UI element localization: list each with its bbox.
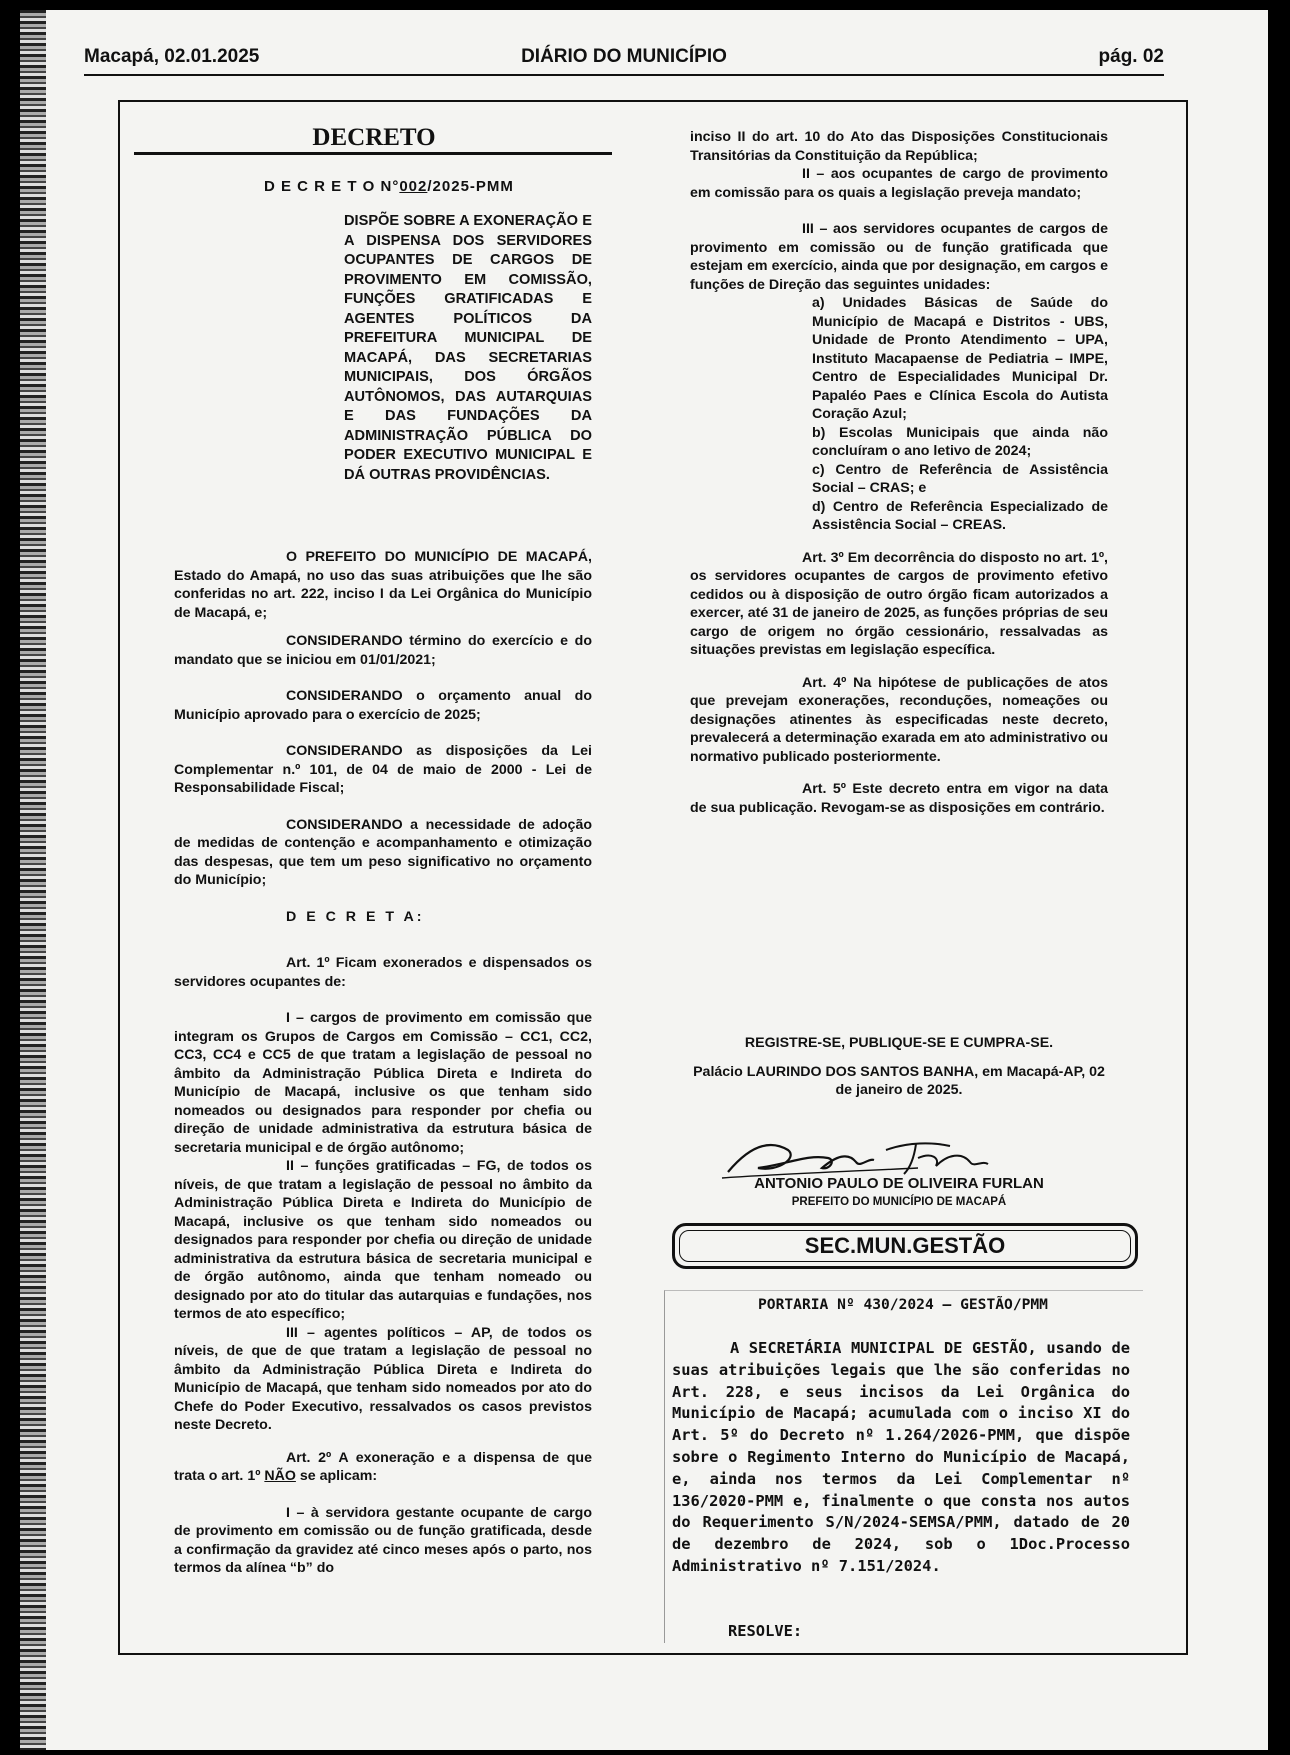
closing-block [690, 1034, 1108, 1110]
decreto-section-title: DECRETO [312, 124, 436, 151]
alinea-a: a) Unidades Básicas de Saúde do Município de Macapá e Distritos - UBS, Unidade de Pronto Atendimento – UPA, Instituto Macapaense de Pediatria – IMPE, Centro de Especialidades Municipal Dr. Papaléo Paes e Clínica Escola do Autista Coração Azul; [812, 295, 1108, 422]
alinea-b: b) Escolas Municipais que ainda não concluíram o ano letivo de 2024; [812, 424, 1108, 459]
portaria-preambulo: A SECRETÁRIA MUNICIPAL DE GESTÃO, usando de suas atribuições legais que lhe são conferidas no Art. 228, e seus incisos da Lei Orgânica do Município de Macapá; acumulada com o inciso XI do Art. 5º do Decreto nº 1.264/2026-PMM, que dispõe sobre o Regimento Interno do Município de Macapá, e, ainda nos termos da Lei Complementar nº 136/2020-PMM e, finalmente o que consta nos autos do Requerimento S/N/2024-SEMSA/PMM, datado de 20 de dezembro de 2024, sob o 1Doc.Processo Administrativo nº 7.151/2024. [672, 1339, 1130, 1575]
palacio-line: Palácio LAURINDO DOS SANTOS BANHA, em Macapá-AP, 02 de janeiro de 2025. [693, 1064, 1105, 1098]
decreto-number [264, 178, 514, 195]
decreto-title-rule [134, 152, 612, 155]
considerando-4: CONSIDERANDO a necessidade de adoção de medidas de contenção e acompanhamento e otimização das despesas, que tem um peso significativo no orçamento do Município; [174, 816, 592, 888]
signer-role: PREFEITO DO MUNICÍPIO DE MACAPÁ [791, 1196, 1007, 1208]
art-2 [174, 1449, 592, 1486]
alinea-c: c) Centro de Referência de Assistência Social – CRAS; e [812, 461, 1108, 496]
decreto-number-value: 002 [399, 178, 428, 195]
registre-line: REGISTRE-SE, PUBLIQUE-SE E CUMPRA-SE. [744, 1035, 1054, 1051]
art-3: Art. 3º Em decorrência do disposto no art. 1º, os servidores ocupantes de cargos de provimento efetivo cedidos ou à disposição de outro órgão ficam autorizados a exercer, até 31 de janeiro de 2025, as funções próprias de seu cargo de origem no órgão cessionário, ressalvadas as situações previstas em legislação específica. [690, 549, 1108, 658]
considerando-3: CONSIDERANDO as disposições da Lei Complementar n.º 101, de 04 de maio de 2000 - Lei de Responsabilidade Fiscal; [174, 743, 592, 796]
art-2-text-b: se aplicam: [299, 1468, 378, 1484]
art-2-inciso-ii: II – aos ocupantes de cargo de provimento em comissão para os quais a legislação preveja mandato; [690, 166, 1108, 201]
art-4: Art. 4º Na hipótese de publicações de atos que prevejam exonerações, reconduções, nomeações ou designações atinentes às especificadas neste decreto, prevalecerá a determinação exarada em ato administrativo ou normativo publicado posteriormente. [690, 674, 1108, 765]
considerando-2: CONSIDERANDO o orçamento anual do Município aprovado para o exercício de 2025; [174, 688, 592, 723]
preambulo: O PREFEITO DO MUNICÍPIO DE MACAPÁ, Estado do Amapá, no uso das suas atribuições que lhe são conferidas no art. 222, inciso I da Lei Orgânica do Município de Macapá, e; [174, 549, 592, 621]
page-binding-edge [20, 10, 46, 1750]
art-2-nao: NÃO [264, 1468, 296, 1484]
portaria-body [672, 1338, 1130, 1578]
alinea-d: d) Centro de Referência Especializado de Assistência Social – CREAS. [812, 498, 1108, 533]
page-header [84, 46, 1164, 72]
decreto-left-column [174, 548, 592, 1578]
art-2-inciso-iii: III – aos servidores ocupantes de cargos de provimento em comissão ou de função gratificada que estejam em exercício, ainda que por designação, em cargos e funções de Direção das seguintes unidades: [690, 221, 1108, 293]
considerando-1: CONSIDERANDO término do exercício e do mandato que se iniciou em 01/01/2021; [174, 633, 592, 668]
art-2-text-a: Art. 2º A exoneração e a dispensa de que trata o art. 1º [174, 1449, 592, 1484]
decreto-right-column [690, 128, 1108, 817]
section-box-sec-mun-gestao: SEC.MUN.GESTÃO [672, 1223, 1138, 1269]
header-rule [84, 74, 1164, 76]
art-1-inciso-iii: III – agentes políticos – AP, de todos os níveis, de que de que tratam a legislação de pessoal no âmbito da Administração Pública Direta e Indireta do Município de Macapá, que tenham sido nomeados por ato do Chefe do Poder Executivo, ressalvados os casos previstos neste Decreto. [174, 1324, 592, 1433]
art-2-inciso-i: I – à servidora gestante ocupante de cargo de provimento em comissão ou de função gratificada, desde a confirmação da gravidez até cinco meses após o parto, nos termos da alínea “b” do [174, 1504, 592, 1576]
decreto-number-suffix: /2025-PMM [427, 178, 514, 195]
art-1-inciso-ii: II – funções gratificadas – FG, de todos os níveis, de que tratam a legislação de pessoal no âmbito da Administração Pública Direta e Indireta do Município de Macapá, inclusive os que tenham sido nomeados ou designados para responder por chefia ou direção de unidade administrativa da estrutura básica de secretaria municipal e de órgão autônomo, ainda que tenham nomeado ou designado por ato do titular das autarquias e fundações, nos termos de ato específico; [174, 1158, 592, 1322]
portaria-title: PORTARIA Nº 430/2024 – GESTÃO/PMM [758, 1296, 1048, 1313]
art-2-inciso-i-continued: inciso II do art. 10 do Ato das Disposições Constitucionais Transitórias da Constituição da República; [690, 129, 1108, 164]
header-title: DIÁRIO DO MUNICÍPIO [521, 46, 727, 67]
decreto-ementa: DISPÕE SOBRE A EXONERAÇÃO E A DISPENSA DOS SERVIDORES OCUPANTES DE CARGOS DE PROVIMENTO EM COMISSÃO, FUNÇÕES GRATIFICADAS E AGENTES POLÍTICOS DA PREFEITURA MUNICIPAL DE MACAPÁ, DAS SECRETARIAS MUNICIPAIS, DOS ÓRGÃOS AUTÔNOMOS, DAS AUTARQUIAS E DAS FUNDAÇÕES DA ADMINISTRAÇÃO PÚBLICA DO PODER EXECUTIVO MUNICIPAL E DÁ OUTRAS PROVIDÊNCIAS. [344, 213, 592, 483]
art-5: Art. 5º Este decreto entra em vigor na data de sua publicação. Revogam-se as disposições em contrário. [690, 781, 1108, 816]
decreto-number-prefix: D E C R E T O N° [264, 178, 400, 195]
art-1: Art. 1º Ficam exonerados e dispensados os servidores ocupantes de: [174, 955, 592, 990]
signer-name: ANTONIO PAULO DE OLIVEIRA FURLAN [754, 1175, 1044, 1192]
header-page-number: pág. 02 [1098, 46, 1164, 67]
portaria-resolve: RESOLVE: [728, 1622, 803, 1640]
decreta-heading: D E C R E T A: [286, 908, 425, 925]
header-date: Macapá, 02.01.2025 [84, 46, 260, 67]
art-1-inciso-i: I – cargos de provimento em comissão que integram os Grupos de Cargos em Comissão – CC1, CC2, CC3, CC4 e CC5 de que tratam a legislação de pessoal no âmbito da Administração Pública Direta e Indireta do Município de Macapá, inclusive os que tenham sido nomeados ou designados para responder por chefia ou direção de unidade administrativa da estrutura básica de secretaria municipal e de órgão autônomo; [174, 1010, 592, 1156]
